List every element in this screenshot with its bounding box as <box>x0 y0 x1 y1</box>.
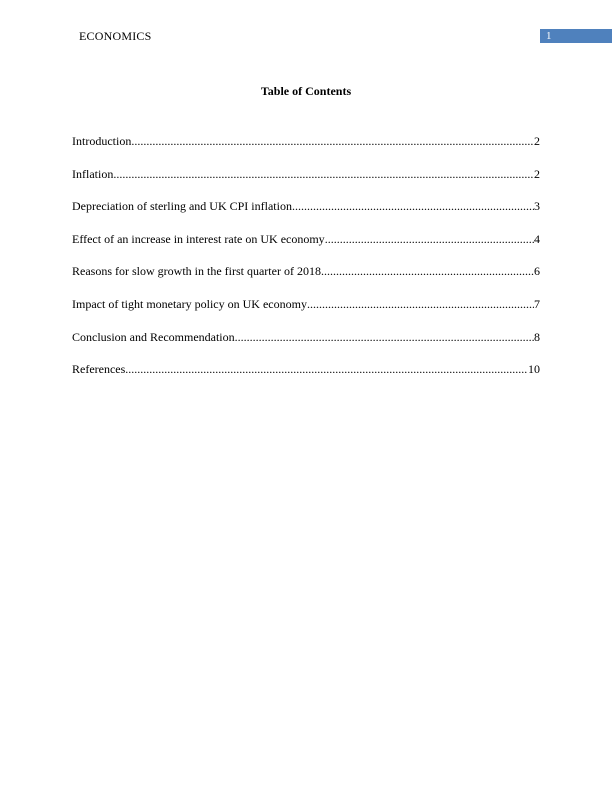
dot-leader <box>125 362 528 376</box>
toc-list <box>72 134 540 395</box>
toc-entry-interest-rate[interactable] <box>72 232 540 265</box>
dot-leader <box>131 134 534 148</box>
dot-leader <box>307 297 534 311</box>
dot-leader <box>292 199 534 213</box>
toc-entry-references[interactable] <box>72 362 540 395</box>
toc-entry-monetary-policy[interactable] <box>72 297 540 330</box>
toc-entry-page: 10 <box>528 362 540 377</box>
page-number: 1 <box>546 30 552 42</box>
toc-entry-page: 2 <box>534 166 540 181</box>
toc-entry-label: Impact of tight monetary policy on UK economy <box>72 296 307 311</box>
toc-entry-label: Depreciation of sterling and UK CPI inflation <box>72 199 292 214</box>
dot-leader <box>325 232 534 246</box>
toc-entry-label: Reasons for slow growth in the first quarter of 2018 <box>72 264 321 279</box>
toc-entry-page: 4 <box>534 231 540 246</box>
toc-entry-page: 7 <box>534 296 540 311</box>
toc-entry-label: Inflation <box>72 166 114 181</box>
toc-entry-inflation[interactable] <box>72 167 540 200</box>
toc-entry-page: 2 <box>534 134 540 148</box>
dot-leader <box>235 330 534 344</box>
toc-entry-label: References <box>72 362 126 377</box>
dot-leader <box>113 167 534 181</box>
dot-leader <box>321 264 534 278</box>
page-number-badge <box>540 29 612 43</box>
toc-entry-label: Introduction <box>72 134 132 148</box>
toc-entry-page: 3 <box>534 199 540 214</box>
toc-entry-slow-growth[interactable] <box>72 264 540 297</box>
running-head: ECONOMICS <box>79 29 152 43</box>
toc-entry-depreciation[interactable] <box>72 199 540 232</box>
toc-entry-introduction[interactable] <box>72 134 540 167</box>
toc-entry-label: Conclusion and Recommendation <box>72 329 235 344</box>
toc-entry-label: Effect of an increase in interest rate on UK economy <box>72 231 325 246</box>
toc-entry-page: 8 <box>534 329 540 344</box>
toc-entry-conclusion[interactable] <box>72 330 540 363</box>
toc-title: Table of Contents <box>260 84 352 98</box>
toc-entry-page: 6 <box>534 264 540 279</box>
